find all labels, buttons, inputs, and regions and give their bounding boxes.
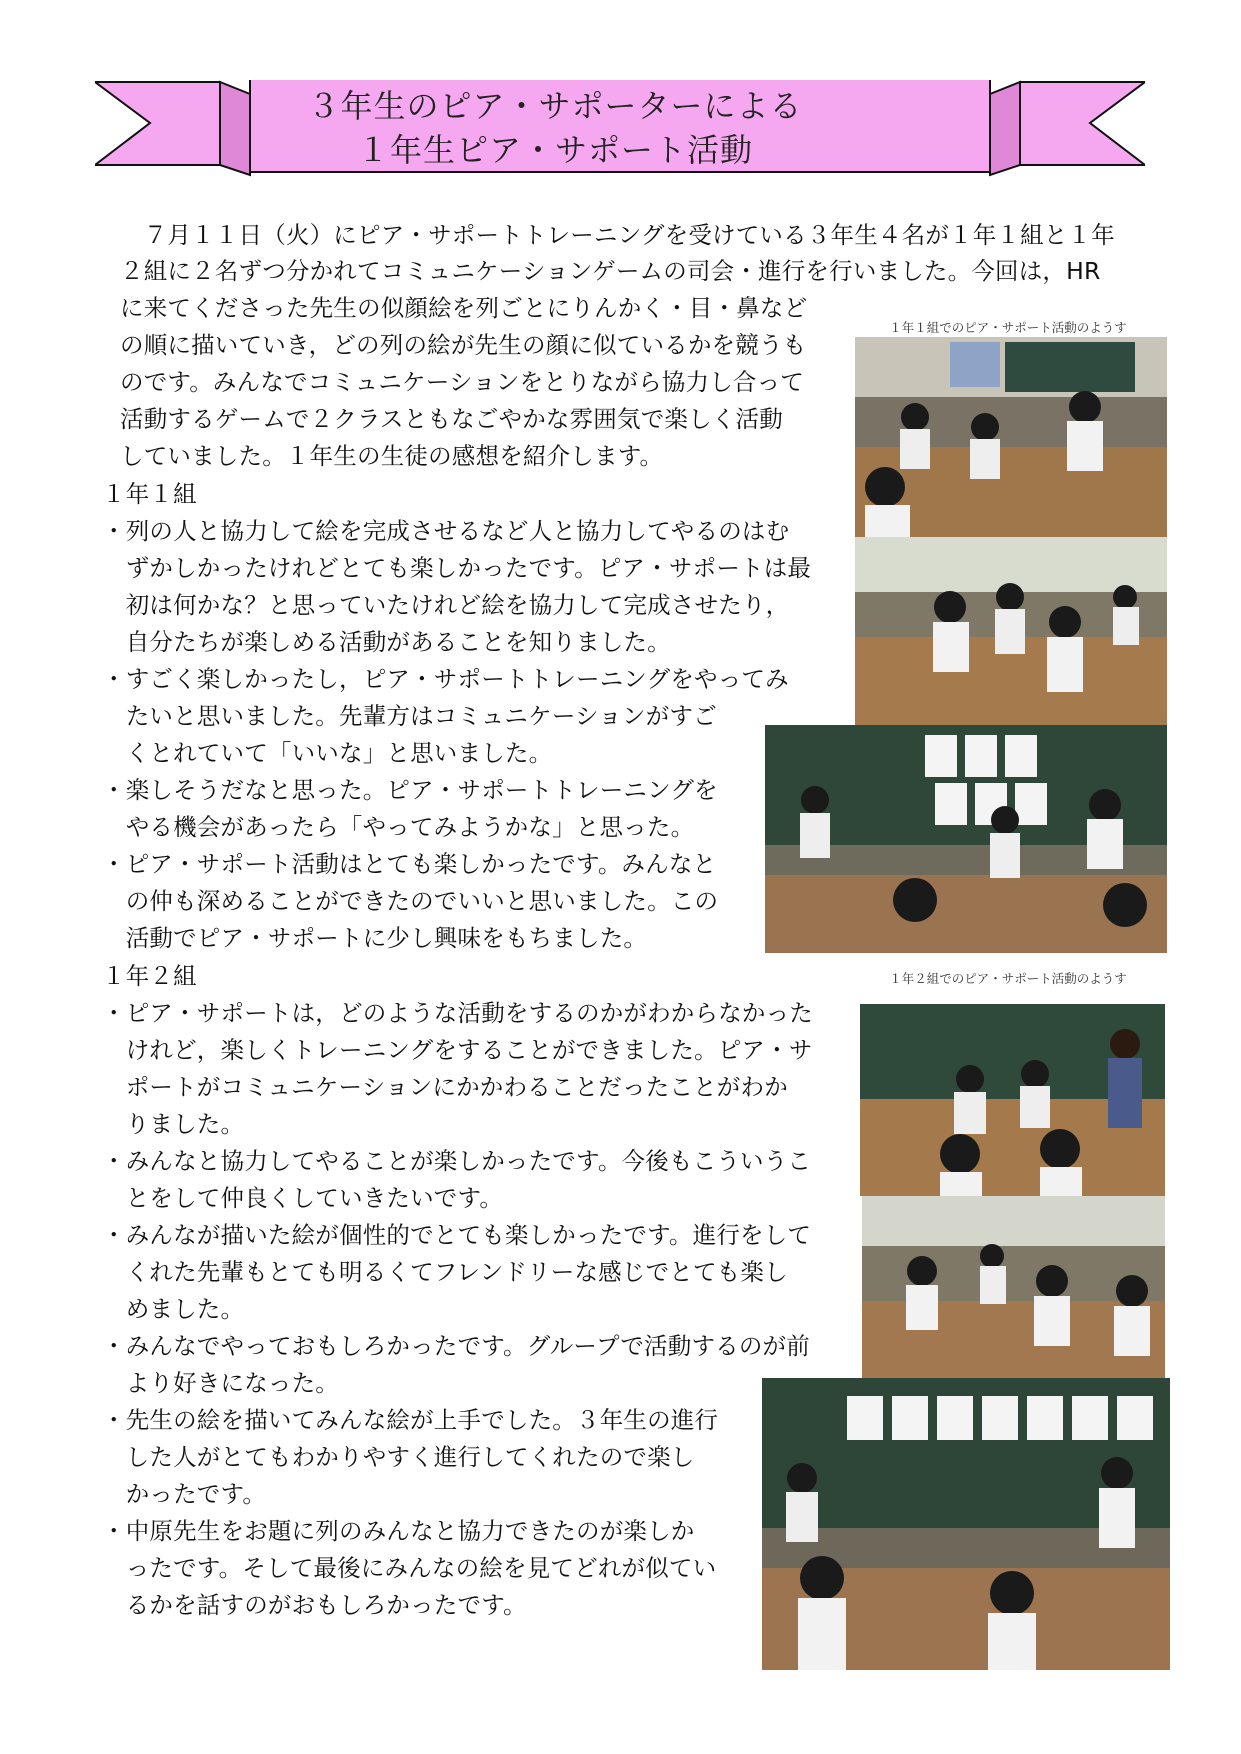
class2-comment-line: ・みんなでやっておもしろかったです。グループで活動するのが前 bbox=[102, 1332, 810, 1360]
intro-line: に来てくださった先生の似顔絵を列ごとにりんかく・目・鼻など bbox=[120, 294, 808, 322]
class1-comment-line: ・ピア・サポート活動はとても楽しかったです。みんなと bbox=[102, 850, 717, 878]
photo-caption-class1: １年１組でのピア・サポート活動のようす bbox=[889, 320, 1127, 335]
class2-comment-line: けれど，楽しくトレーニングをすることができました。ピア・サ bbox=[102, 1036, 813, 1064]
class1-comment-line: の仲も深めることができたのでいいと思いました。この bbox=[102, 887, 719, 915]
class2-comment-line: るかを話すのがおもしろかったです。 bbox=[102, 1591, 527, 1619]
page-title bbox=[250, 84, 860, 182]
class1-comment-line: ・すごく楽しかったし，ピア・サポートトレーニングをやってみ bbox=[102, 665, 789, 693]
class2-comment-line: ・みんなが描いた絵が個性的でとても楽しかったです。進行をして bbox=[102, 1221, 812, 1249]
class2-comment-line: めました。 bbox=[102, 1295, 245, 1323]
intro-line: ２組に２名ずつ分かれてコミュニケーションゲームの司会・進行を行いました。今回は，HR bbox=[120, 257, 1101, 285]
intro-line: のです。みんなでコミュニケーションをとりながら協力し合って bbox=[120, 368, 805, 396]
class1-comment-line: 初は何かな？と思っていたけれど絵を協力して完成させたり， bbox=[102, 591, 790, 619]
photo-caption-class2: １年２組でのピア・サポート活動のようす bbox=[889, 971, 1127, 986]
intro-line: の順に描いていき，どの列の絵が先生の顔に似ているかを競うも bbox=[120, 331, 807, 359]
class1-comment-line: やる機会があったら「やってみようかな」と思った。 bbox=[102, 813, 695, 841]
class2-comment-line: ・みんなと協力してやることが楽しかったです。今後もこういうこ bbox=[102, 1147, 812, 1175]
class1-comment-line: ・列の人と協力して絵を完成させるなど人と協力してやるのはむ bbox=[102, 517, 790, 545]
classroom-photo-class2-a bbox=[860, 1004, 1165, 1196]
class2-comment-line: かったです。 bbox=[102, 1480, 267, 1508]
class2-comment-line: ・中原先生をお題に列のみんなと協力できたのが楽しか bbox=[102, 1517, 695, 1545]
class2-comment-line: りました。 bbox=[102, 1110, 245, 1138]
title-line-1: ３年生のピア・サポーターによる bbox=[307, 87, 803, 125]
classroom-photo-class1-c bbox=[765, 725, 1167, 953]
intro-line: していました。１年生の生徒の感想を紹介します。 bbox=[120, 442, 664, 470]
class1-comment-line: たいと思いました。先輩方はコミュニケーションがすご bbox=[102, 702, 717, 730]
class2-heading: １年２組 bbox=[102, 962, 197, 990]
class2-comment-line: とをして仲良くしていきたいです。 bbox=[102, 1184, 504, 1212]
class2-comment-line: ・ピア・サポートは，どのような活動をするのかがわからなかった bbox=[102, 999, 813, 1027]
class2-comment-line: した人がとてもわかりやすく進行してくれたので楽し bbox=[102, 1443, 695, 1471]
class1-comment-line: ずかしかったけれどとても楽しかったです。ピア・サポートは最 bbox=[102, 554, 812, 582]
class2-comment-line: くれた先輩もとても明るくてフレンドリーな感じでとても楽し bbox=[102, 1258, 788, 1286]
classroom-photo-class2-c bbox=[762, 1378, 1170, 1670]
class1-comment-line: 自分たちが楽しめる活動があることを知りました。 bbox=[102, 628, 671, 656]
title-line-2: １年生ピア・サポート活動 bbox=[356, 131, 753, 169]
intro-line: ７月１１日（火）にピア・サポートトレーニングを受けている３年生４名が１年１組と１年 bbox=[120, 221, 1115, 249]
class1-comment-line: ・楽しそうだなと思った。ピア・サポートトレーニングを bbox=[102, 776, 718, 804]
class1-comment-line: 活動でピア・サポートに少し興味をもちました。 bbox=[102, 924, 648, 952]
class2-comment-line: より好きになった。 bbox=[102, 1369, 339, 1397]
classroom-photo-class1-a bbox=[855, 337, 1167, 537]
class1-comment-line: くとれていて「いいな」と思いました。 bbox=[102, 739, 553, 767]
class2-comment-line: ・先生の絵を描いてみんな絵が上手でした。３年生の進行 bbox=[102, 1406, 719, 1434]
class1-heading: １年１組 bbox=[102, 480, 197, 508]
intro-line: 活動するゲームで２クラスともなごやかな雰囲気で楽しく活動 bbox=[120, 405, 783, 433]
class2-comment-line: ったです。そして最後にみんなの絵を見てどれが似てい bbox=[102, 1554, 717, 1582]
classroom-photo-class2-b bbox=[862, 1196, 1165, 1378]
class2-comment-line: ポートがコミュニケーションにかかわることだったことがわか bbox=[102, 1073, 788, 1101]
classroom-photo-class1-b bbox=[855, 537, 1167, 725]
